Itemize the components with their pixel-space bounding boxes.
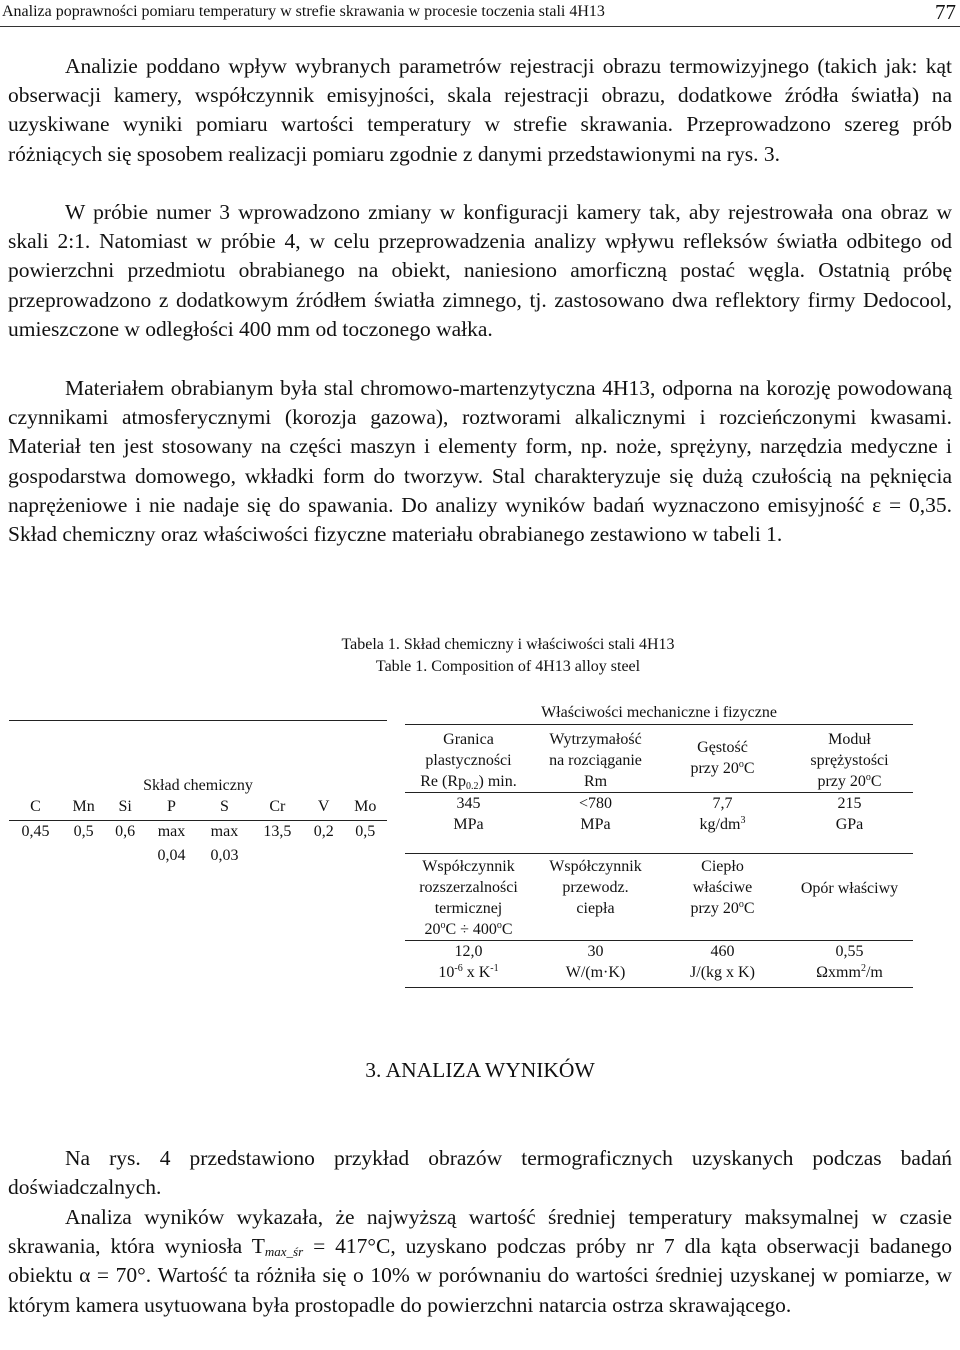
temperature-subscript: max_śr (264, 1244, 304, 1260)
value-cell: 0,2 (313, 823, 334, 840)
tensile-strength-header: Wytrzymałość na rozciąganie Rm (532, 725, 659, 793)
element-cell: V (304, 796, 344, 821)
value-cell: max (157, 823, 186, 840)
element-cell: Mn (62, 796, 105, 821)
table-caption-pl: Tabela 1. Skład chemiczny i właściwości stali 4H13 (341, 636, 675, 653)
resistivity-header: Opór właściwy (786, 854, 913, 941)
paragraph-5 (8, 1203, 952, 1320)
page-header (0, 0, 960, 27)
density-value: 7,7 $kg/dm^3$ (659, 793, 786, 854)
element-cell: Cr (251, 796, 304, 821)
page-number: 77 (935, 0, 956, 24)
thermal-expansion-header: Współczynnik rozszerzalności termicznej $20^oC \div 400^oC$ (405, 854, 532, 941)
paragraph-3 (8, 374, 952, 549)
element-cell: S (198, 796, 251, 821)
yield-strength-value: 345 MPa (405, 793, 532, 854)
mechanical-title: Właściwości mechaniczne i fizyczne (405, 702, 913, 725)
tensile-strength-value: <780 MPa (532, 793, 659, 854)
modulus-value: 215 GPa (786, 793, 913, 854)
paragraph-4-text: Na rys. 4 przedstawiono przykład obrazów termograficznych uzyskanych podczas badań doświadczalnych. (8, 1146, 952, 1200)
element-cell: C (9, 796, 62, 821)
composition-table (9, 720, 387, 869)
paragraph-4 (8, 1144, 952, 1202)
paragraph-1-text: Analizie poddano wpływ wybranych parametrów rejestracji obrazu termowizyjnego (takich jak: kąt obserwacji kamery, współczynnik emisyjności, skala rejestracji obrazu, dodatkowe źródła światła) na uzyskiwane wyniki pomiaru wartości temperatury w strefie skrawania. Przeprowadzono szereg prób różniących się sposobem realizacji pomiaru zgodnie z danymi przedstawionymi na rys. 3. (8, 54, 952, 166)
paragraph-5-text-b: = 417°C, uzyskano podczas próby nr 7 dla kąta obserwacji badanego obiektu α = 70°. Wartość ta różniła się o 10% w porównaniu do wartości średniej uzyskanej w pomiarze, w którym kamera usytuowana była prostopadle do powierzchni natarcia ostrza skrawającego. (8, 1234, 952, 1317)
yield-strength-header: Granica plastyczności Re $(Rp_{0.2})$ min. (405, 725, 532, 793)
element-cell: Mo (344, 796, 387, 821)
value-cell: 0,45 (21, 823, 50, 840)
paragraph-5-text-a: Analiza wyników wykazała, że najwyższą wartość średniej temperatury maksymalnej w czasie skrawania, która wyniosła T (8, 1205, 952, 1259)
paragraph-2 (8, 198, 952, 344)
composition-title: Skład chemiczny (9, 721, 387, 797)
value-cell: 0,04 (157, 847, 186, 864)
resistivity-value: 0,55 Ωxmm$^2$/m (786, 941, 913, 988)
element-cell: P (145, 796, 198, 821)
value-cell: 0,5 (73, 823, 94, 840)
table-caption-en: Table 1. Composition of 4H13 alloy steel (375, 658, 641, 675)
density-header: Gęstość przy 20$^o$C (659, 725, 786, 793)
value-cell: 0,5 (355, 823, 376, 840)
element-cell: Si (105, 796, 145, 821)
paragraph-3-text: Materiałem obrabianym była stal chromowo-martenzytyczna 4H13, odporna na korozję powodowaną czynnikami atmosferycznymi (korozja gazowa), roztworami alkalicznymi i rozcieńczonymi kwasami. Materiał ten jest stosowany na części maszyn i elementy form, np. noże, sprężyny, narzędzia medyczne i gospodarstwa domowego, wkładki form do tworzyw. Stal charakteryzuje się dużą czułością na pęknięcia naprężeniowe i nie nadaje się do spawania. Do analizy wyników badań wyznaczono emisyjność ε = 0,35. Skład chemiczny oraz właściwości fizyczne materiału obrabianego zestawiono w tabeli 1. (8, 376, 952, 547)
value-cell: 0,03 (210, 847, 239, 864)
specific-heat-header: Ciepło właściwe przy 20$^o$C (659, 854, 786, 941)
thermal-expansion-value: 12,0 $10^{-6}$ x $K^{-1}$ (405, 941, 532, 988)
mechanical-table (405, 702, 913, 988)
value-cell: 0,6 (115, 823, 136, 840)
thermal-conductivity-value: 30 W/(m·K) (532, 941, 659, 988)
value-cell: 13,5 (263, 823, 292, 840)
specific-heat-value: 460 J/(kg x K) (659, 941, 786, 988)
value-cell: max (210, 823, 239, 840)
section-heading: 3. ANALIZA WYNIKÓW (365, 1058, 595, 1082)
running-title: Analiza poprawności pomiaru temperatury w strefie skrawania w procesie toczenia stali 4H13 (2, 3, 605, 20)
thermal-conductivity-header: Współczynnik przewodz. ciepła (532, 854, 659, 941)
modulus-header: Moduł sprężystości przy 20$^o$C (786, 725, 913, 793)
paragraph-1 (8, 52, 952, 169)
paragraph-2-text: W próbie numer 3 wprowadzono zmiany w konfiguracji kamery tak, aby rejestrowała ona obraz w skali 2:1. Natomiast w próbie 4, w celu przeprowadzenia analizy wpływu refleksów światła odbitego od powierzchni przedmiotu obrabianego na obiekt, naniesiono amorficzną postać węgla. Ostatnią próbę przeprowadzono z dodatkowym źródłem światła zimnego, tj. zastosowano dwa reflektory firmy Dedocool, umieszczone w odległości 400 mm od toczonego wałka. (8, 200, 952, 341)
